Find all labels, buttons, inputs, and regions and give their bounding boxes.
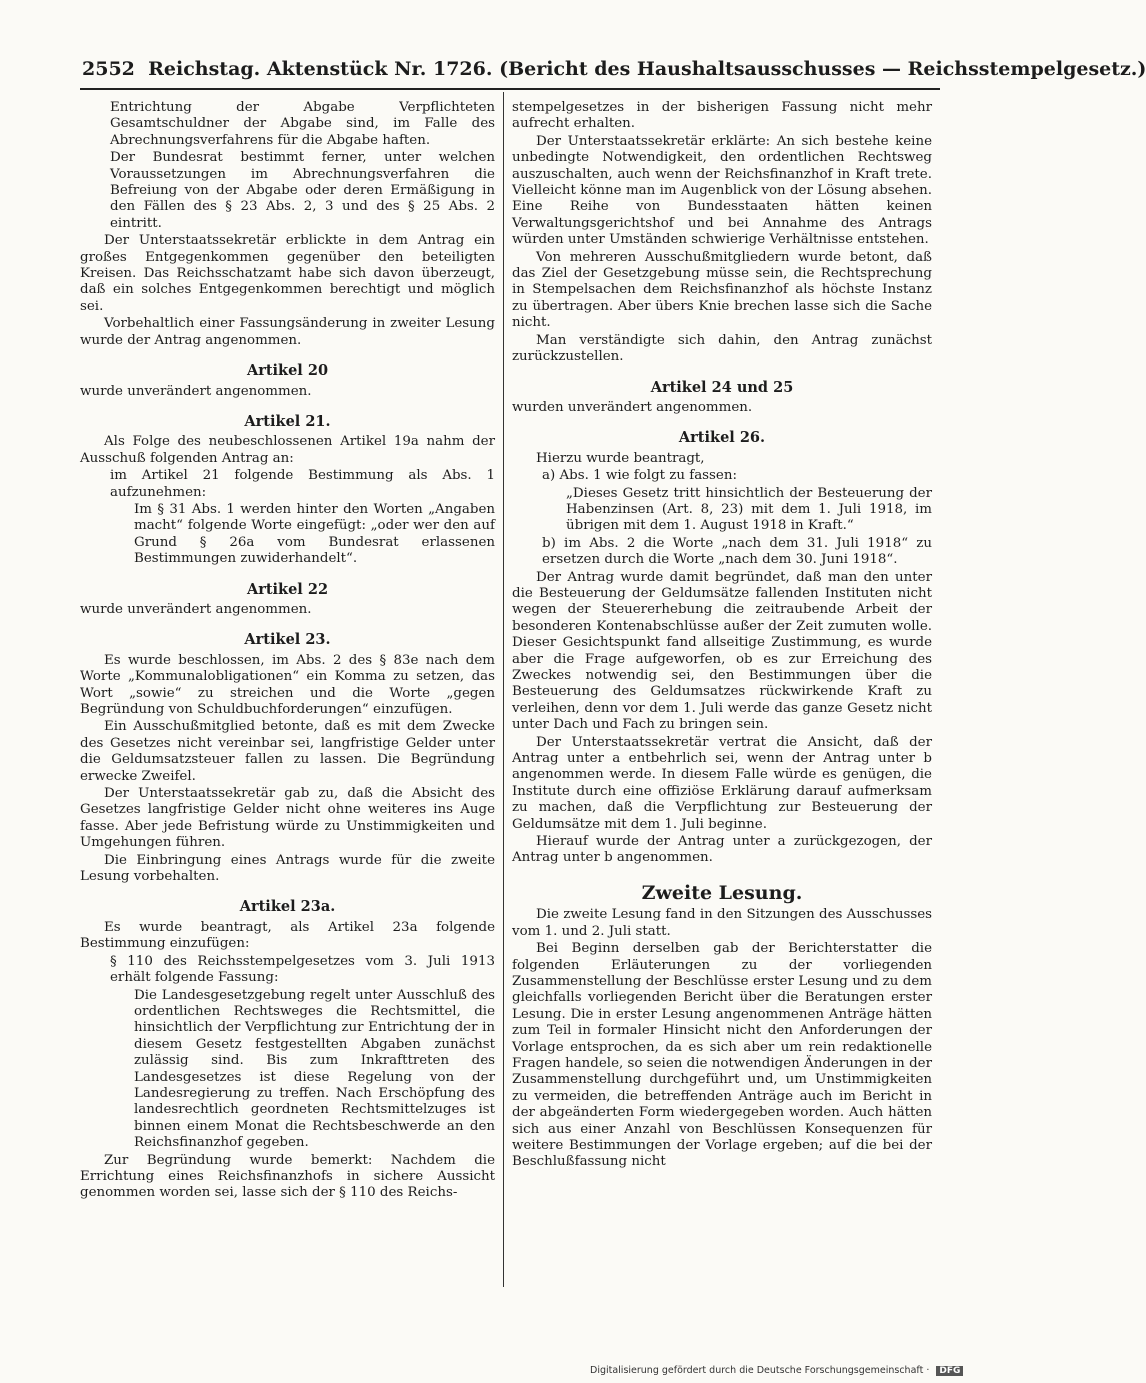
paragraph: Die Einbringung eines Antrags wurde für die zweite Lesung vorbehalten.	[80, 852, 495, 885]
paragraph: stempelgesetzes in der bisherigen Fassung nicht mehr aufrecht erhalten.	[512, 100, 932, 132]
paragraph: Der Unterstaatssekretär erblickte in dem Antrag ein großes Entgegenkommen gegenüber den beteiligten Kreisen. Das Reichsschatzamt habe sich davon überzeugt, daß ein solches Entgegenkommen berechtigt und möglich sei.	[80, 233, 495, 314]
paragraph: a) Abs. 1 wie folgt zu fassen:	[542, 468, 737, 484]
paragraph: Ein Ausschußmitglied betonte, daß es mit dem Zwecke des Gesetzes nicht vereinbar sei, langfristige Gelder unter die Geldumsatzsteuer fallen zu lassen. Die Begründung erwecke Zweifel.	[80, 719, 495, 784]
paragraph: Vorbehaltlich einer Fassungsänderung in zweiter Lesung wurde der Antrag angenommen.	[80, 316, 495, 348]
running-title: Reichstag. Aktenstück Nr. 1726. (Bericht des Haushaltsausschusses — Reichsstempelgesetz.)	[148, 58, 1146, 80]
paragraph: wurde unverändert angenommen.	[80, 383, 312, 399]
paragraph: wurde unverändert angenommen.	[80, 601, 312, 617]
paragraph: Man verständigte sich dahin, den Antrag zunächst zurückzustellen.	[512, 332, 932, 365]
section-heading: Artikel 21.	[244, 412, 331, 430]
section-heading: Artikel 22	[246, 580, 329, 598]
section-heading: Artikel 24 und 25	[650, 378, 794, 396]
section-heading: Artikel 23.	[244, 631, 331, 649]
paragraph: Der Unterstaatssekretär erklärte: An sich bestehe keine unbedingte Notwendigkeit, den ordentlichen Rechtsweg auszuschalten, auch wenn der Reichsfinanzhof in Kraft trete. Vielleicht könne man im Augenblick von der Lösung absehen. Eine Reihe von Bundesstaaten hätten keinen Verwaltungsgerichtshof und bei Annahme des Antrags würden unter Umständen schwierige Verhältnisse entstehen.	[512, 133, 932, 248]
paragraph: wurden unverändert angenommen.	[512, 399, 753, 415]
paragraph: „Dieses Gesetz tritt hinsichtlich der Besteuerung der Habenzinsen (Art. 8, 23) mit dem 1. Juli 1918, im übrigen mit dem 1. August 1918 in Kraft.“	[566, 485, 932, 534]
dfg-logo: DFG	[936, 1366, 963, 1376]
right-column	[512, 100, 932, 1172]
paragraph: Als Folge des neubeschlossenen Artikel 19a nahm der Ausschuß folgenden Antrag an:	[80, 434, 495, 466]
paragraph: Die Landesgesetzgebung regelt unter Ausschluß des ordentlichen Rechtsweges die Rechtsmittel, die hinsichtlich der Verpflichtung zur Entrichtung der in diesem Gesetz festgestellten Abgaben zunächst zulässig sind. Bis zum Inkrafttreten des Landesgesetzes ist diese Regelung von der Landesregierung zu treffen. Nach Erschöpfung des landesrechtlich geordneten Rechtsmittelzuges ist binnen einem Monat die Rechtsbeschwerde an den Reichsfinanzhof gegeben.	[134, 987, 495, 1151]
paragraph: Hierauf wurde der Antrag unter a zurückgezogen, der Antrag unter b angenommen.	[512, 834, 932, 866]
paragraph: Der Unterstaatssekretär vertrat die Ansicht, daß der Antrag unter a entbehrlich sei, wenn der Antrag unter b angenommen werde. In diesem Falle würde es genügen, die Institute durch eine offiziöse Erklärung darauf aufmerksam zu machen, daß die Verpflichtung zur Besteuerung der Geldumsätze mit dem 1. Juli beginne.	[512, 734, 932, 832]
header-rule	[80, 88, 940, 90]
paragraph: Es wurde beantragt, als Artikel 23a folgende Bestimmung einzufügen:	[80, 919, 495, 952]
page-number: 2552	[82, 58, 135, 80]
footer-text: Digitalisierung gefördert durch die Deutsche Forschungsgemeinschaft ·	[590, 1365, 930, 1376]
paragraph: Der Antrag wurde damit begründet, daß man den unter die Besteuerung der Geldumsätze fallenden Instituten nicht wegen der Steuererhebung die zeitraubende Arbeit der besonderen Kontenabschlüsse außer der Zeit zumuten wolle. Dieser Gesichtspunkt fand allseitige Zustimmung, es wurde aber die Frage aufgeworfen, ob es zur Erreichung des Zweckes notwendig sei, den Bestimmungen über die Besteuerung des Geldumsatzes rückwirkende Kraft zu verleihen, denn vor dem 1. Juli werde das ganze Gesetz nicht unter Dach und Fach zu bringen sein.	[512, 569, 932, 733]
paragraph: Entrichtung der Abgabe Verpflichteten Gesamtschuldner der Abgabe sind, im Falle des Abrechnungsverfahrens für die Abgabe haften.	[110, 100, 495, 148]
page-header	[82, 58, 1146, 80]
paragraph: § 110 des Reichsstempelgesetzes vom 3. Juli 1913 erhält folgende Fassung:	[110, 953, 495, 986]
left-column	[80, 100, 495, 1203]
column-divider	[503, 92, 504, 1287]
paragraph: Der Unterstaatssekretär gab zu, daß die Absicht des Gesetzes langfristige Gelder nicht ohne weiteres ins Auge fasse. Aber jede Befristung würde zu Unstimmigkeiten und Umgehungen führen.	[80, 786, 495, 851]
section-heading: Artikel 26.	[678, 429, 766, 447]
paragraph: Zur Begründung wurde bemerkt: Nachdem die Errichtung eines Reichsfinanzhofs in sichere Aussicht genommen worden sei, lasse sich der § 110 des Reichs-	[80, 1152, 495, 1201]
paragraph: Hierzu wurde beantragt,	[536, 450, 705, 466]
section-heading: Artikel 23a.	[239, 898, 336, 916]
paragraph: Die zweite Lesung fand in den Sitzungen des Ausschusses vom 1. und 2. Juli statt.	[512, 907, 932, 939]
paragraph: im Artikel 21 folgende Bestimmung als Abs. 1 aufzunehmen:	[110, 468, 495, 500]
paragraph: b) im Abs. 2 die Worte „nach dem 31. Juli 1918“ zu ersetzen durch die Worte „nach dem 30. Juni 1918“.	[542, 535, 932, 568]
paragraph: Bei Beginn derselben gab der Berichterstatter die folgenden Erläuterungen zu der vorliegenden Zusammenstellung der Beschlüsse erster Lesung und zu dem gleichfalls vorliegenden Bericht über die Beratungen erster Lesung. Die in erster Lesung angenommenen Anträge hätten zum Teil in formaler Hinsicht nicht den Anforderungen der Vorlage entsprochen, da es sich aber um rein redaktionelle Fragen handele, so seien die notwendigen Änderungen in der Zusammenstellung durchgeführt und, um Unstimmigkeiten zu vermeiden, die betreffenden Anträge auch im Bericht in der abgeänderten Form wiedergegeben worden. Auch hätten sich aus einer Anzahl von Beschlüssen Konsequenzen für weitere Bestimmungen der Vorlage ergeben; auf die bei der Beschlußfassung nicht	[512, 941, 932, 1170]
digitization-footer	[590, 1365, 990, 1376]
paragraph: Von mehreren Ausschußmitgliedern wurde betont, daß das Ziel der Gesetzgebung müsse sein, die Rechtsprechung in Stempelsachen dem Reichsfinanzhof als höchste Instanz zu übertragen. Aber übers Knie brechen lasse sich die Sache nicht.	[512, 249, 932, 331]
paragraph: Im § 31 Abs. 1 werden hinter den Worten „Angaben macht“ folgende Worte eingefügt: „oder wer den auf Grund § 26a vom Bundesrat erlassenen Bestimmungen zuwiderhandelt“.	[134, 501, 495, 567]
section-heading: Artikel 20	[246, 362, 329, 380]
paragraph: Es wurde beschlossen, im Abs. 2 des § 83e nach dem Worte „Kommunalobligationen“ ein Komma zu setzen, das Wort „sowie“ zu streichen und die Worte „gegen Begründung von Schuldbuchforderungen“ einzufügen.	[80, 652, 495, 717]
chapter-heading: Zweite Lesung.	[641, 881, 803, 904]
paragraph: Der Bundesrat bestimmt ferner, unter welchen Voraussetzungen im Abrechnungsverfahren die Befreiung von der Abgabe oder deren Ermäßigung in den Fällen des § 23 Abs. 2, 3 und des § 25 Abs. 2 eintritt.	[110, 150, 495, 231]
